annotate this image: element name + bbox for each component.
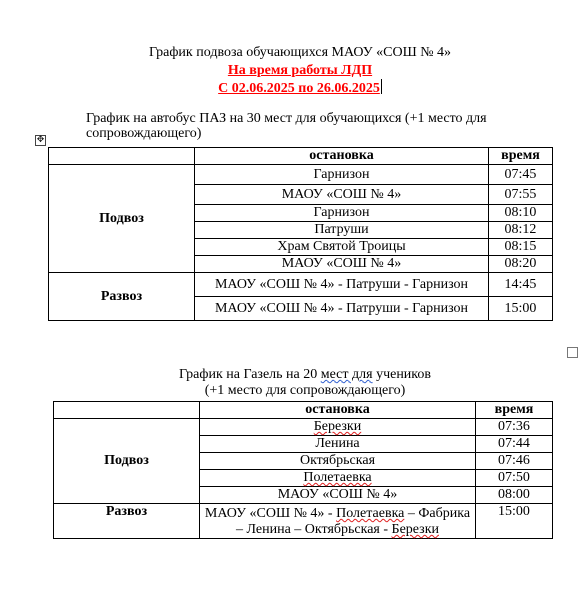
razvoz-group-label: Развоз [54, 504, 200, 539]
header-time: время [489, 148, 553, 165]
header-stop: остановка [200, 402, 476, 419]
stop-cell: Октябрьская [200, 453, 476, 470]
header-time: время [476, 402, 553, 419]
table-row [49, 273, 553, 297]
text-cursor [381, 79, 382, 94]
table-row [54, 419, 553, 436]
gazel-caption-part: учеников [372, 367, 432, 382]
time-cell: 15:00 [476, 504, 553, 539]
gazel-caption [0, 367, 580, 382]
paz-schedule-table [48, 147, 553, 321]
time-cell: 08:15 [489, 239, 553, 256]
razvoz-group-label: Развоз [49, 273, 195, 321]
time-cell: 07:36 [476, 419, 553, 436]
stop-name: Березки [313, 419, 362, 434]
time-cell: 07:55 [489, 185, 553, 205]
ldp-period-heading: На время работы ЛДП [227, 63, 373, 78]
podvoz-group-label: Подвоз [49, 165, 195, 273]
podvoz-group-label: Подвоз [54, 419, 200, 504]
stop-cell [200, 419, 476, 436]
header-stop: остановка [195, 148, 489, 165]
gazel-caption-note: (+1 место для сопровождающего) [204, 383, 406, 398]
stop-cell: МАОУ «СОШ № 4» [200, 487, 476, 504]
stop-name: Полетаевка [303, 470, 372, 485]
stop-cell: МАОУ «СОШ № 4» [195, 185, 489, 205]
time-cell: 07:46 [476, 453, 553, 470]
time-cell: 15:00 [489, 297, 553, 321]
time-cell: 08:20 [489, 256, 553, 273]
time-cell: 07:50 [476, 470, 553, 487]
stop-cell: МАОУ «СОШ № 4» - Патруши - Гарнизон [195, 273, 489, 297]
stop-cell: Ленина [200, 436, 476, 453]
table-row [54, 504, 553, 539]
stop-cell [200, 470, 476, 487]
time-cell: 08:00 [476, 487, 553, 504]
paz-caption: График на автобус ПАЗ на 30 мест для обучающихся (+1 место для сопровождающего) [86, 111, 487, 141]
stop-cell: Храм Святой Троицы [195, 239, 489, 256]
gazel-schedule-table [53, 401, 553, 539]
header-empty-cell [54, 402, 200, 419]
stop-cell: Гарнизон [195, 165, 489, 185]
stop-cell: Гарнизон [195, 205, 489, 222]
route-part-underlined: Полетаевка [336, 506, 405, 521]
stop-cell: Патруши [195, 222, 489, 239]
route-part-underlined: Березки [391, 522, 439, 537]
table-row [49, 165, 553, 185]
route-part: МАОУ «СОШ № 4» - [204, 506, 337, 521]
date-range-text: С 02.06.2025 по 26.06.2025 [218, 81, 380, 96]
stop-cell: МАОУ «СОШ № 4» - Патруши - Гарнизон [195, 297, 489, 321]
stop-cell: МАОУ «СОШ № 4» [195, 256, 489, 273]
time-cell: 07:44 [476, 436, 553, 453]
table-resize-handle[interactable] [567, 347, 578, 358]
table-move-handle-icon[interactable]: ✥ [36, 135, 45, 145]
table-header-row [49, 148, 553, 165]
time-cell: 08:12 [489, 222, 553, 239]
table-header-row [54, 402, 553, 419]
time-cell: 08:10 [489, 205, 553, 222]
stop-cell [200, 504, 476, 539]
document-title: График подвоза обучающихся МАОУ «СОШ № 4» [148, 45, 452, 60]
gazel-caption-part: График на Газель на 20 [178, 367, 321, 382]
route-part: – Фабрика – Ленина – Октябрьская - [236, 506, 471, 537]
time-cell: 07:45 [489, 165, 553, 185]
header-empty-cell [49, 148, 195, 165]
time-cell: 14:45 [489, 273, 553, 297]
date-range-heading [10, 79, 580, 97]
gazel-caption-underlined: мест для [320, 367, 373, 382]
